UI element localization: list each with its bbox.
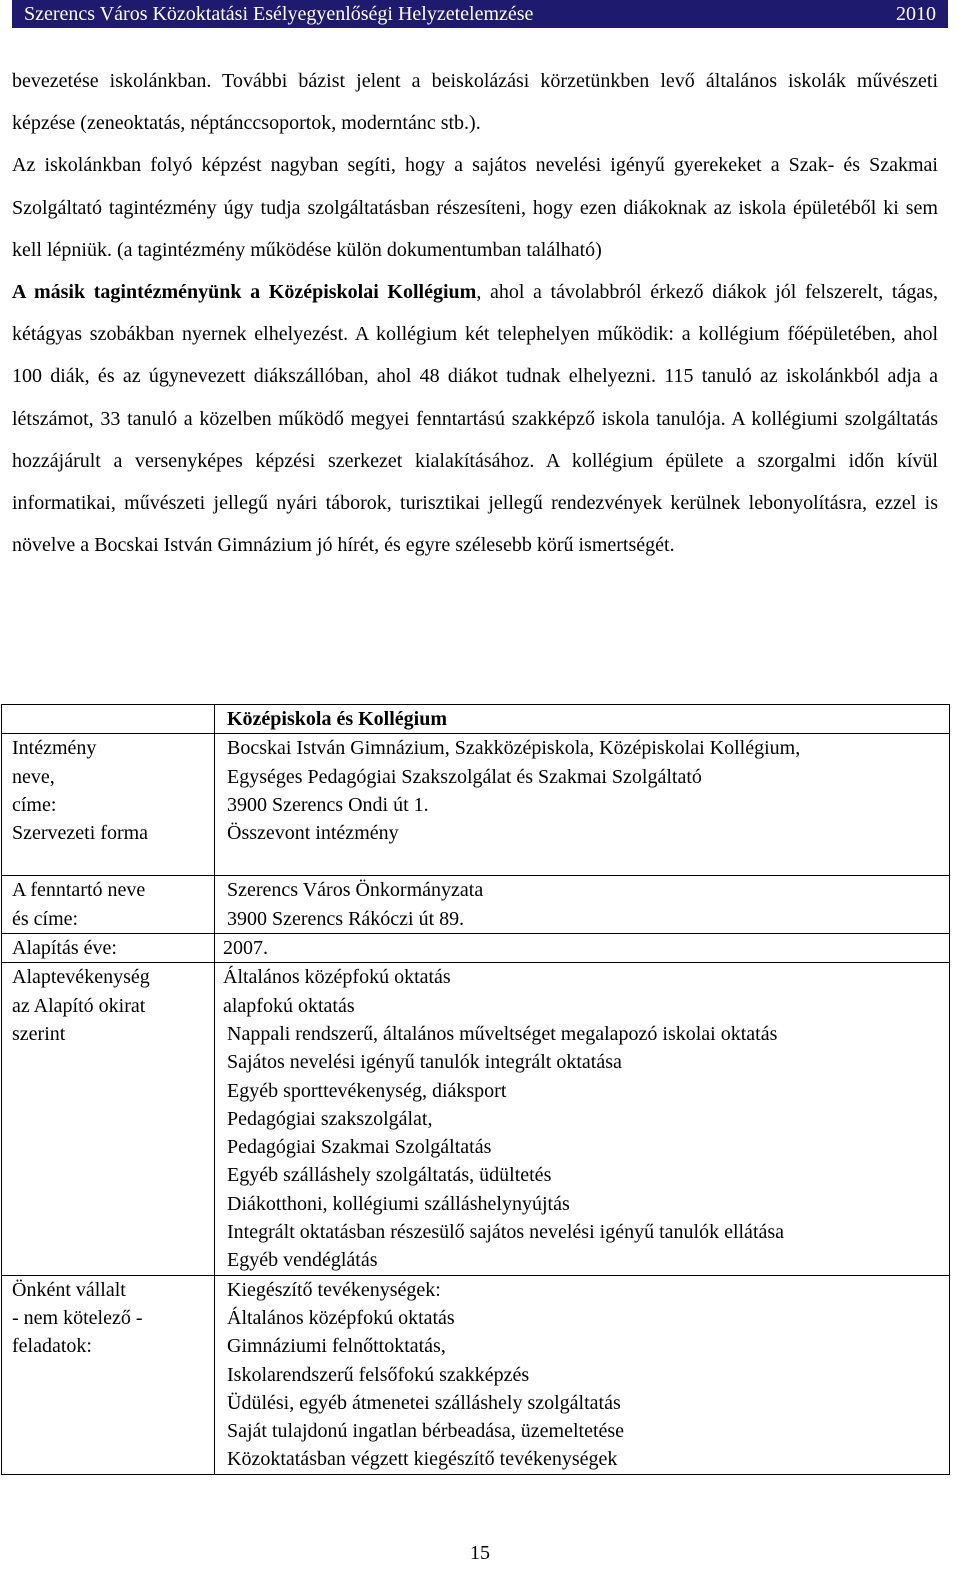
label-line: Alaptevékenység [12,966,150,989]
row-value-voluntary [215,1275,950,1474]
value-line: Egyéb vendéglátás [227,1249,378,1272]
table-row [2,876,950,934]
label-line: címe: [12,793,57,816]
value-line: Nappali rendszerű, általános műveltséget megalapozó iskolai oktatás [227,1022,778,1045]
value-line: alapfokú oktatás [223,994,355,1017]
label-line: A fenntartó neve [12,879,146,902]
dormitory-heading: A másik tagintézményünk a Középiskolai Kollégium [12,281,477,304]
header-year: 2010 [896,3,936,25]
row-label-core-activity [2,963,215,1275]
value-line: Közoktatásban végzett kiegészítő tevékenységek [227,1448,618,1471]
value-line: Egyéb szálláshely szolgáltatás, üdültetés [227,1164,552,1187]
row-label-founded: Alapítás éve: [2,934,215,963]
page-number: 15 [470,1542,490,1564]
value-line: Pedagógiai szakszolgálat, [227,1107,433,1130]
table-row [2,1275,950,1474]
table-row [2,705,950,734]
label-line: és címe: [12,907,79,930]
header-title: Szerencs Város Közoktatási Esélyegyenlőségi Helyzetelemzése [24,3,534,25]
value-line: Általános középfokú oktatás [227,1306,455,1329]
value-line: Szerencs Város Önkormányzata [227,879,484,902]
table-cell-empty [2,705,215,734]
label-line: neve, [12,765,55,788]
row-value-institution [215,734,950,876]
table-title: Középiskola és Kollégium [215,705,950,734]
value-line: 3900 Szerencs Ondi út 1. [227,793,429,816]
value-line: Kiegészítő tevékenységek: [227,1278,441,1301]
value-line: Iskolarendszerű felsőfokú szakképzés [227,1363,530,1386]
label-line: Önként vállalt [12,1278,126,1301]
label-line: szerint [12,1022,66,1045]
value-line: Üdülési, egyéb átmenetei szálláshely szolgáltatás [227,1391,621,1414]
dormitory-text: , ahol a távolabbról érkező diákok jól felszerelt, tágas, kétágyas szobákban nyernek elhelyezést. A kollégium két telephelyen működik: a kollégium főépületében, ahol 100 diák, és az úgynevezett diákszállóban, ahol 48 diákot tudnak elhelyezni. 115 tanuló az iskolánkból adja a létszámot, 33 tanuló a közelben működő megyei fenntartású szakképző iskola tanulója. A kollégiumi szolgáltatás hozzájárult a versenyképes képzési szerkezet kialakításához. A kollégium épülete a szorgalmi időn kívül informatikai, művészeti jellegű nyári táborok, turisztikai jellegű rendezvények kerülnek lebonyolításra, ezzel is növelve a Bocskai István Gimnázium jó hírét, és egyre szélesebb körű ismertségét. [12,281,938,557]
value-line: Egyéb sporttevékenység, diáksport [227,1079,507,1102]
row-label-maintainer [2,876,215,934]
value-line: Gimnáziumi felnőttoktatás, [227,1335,446,1358]
paragraph-dormitory [12,271,938,566]
org-form-value: Összevont intézmény [227,822,399,845]
institution-table [1,704,950,1475]
table-row [2,734,950,876]
label-line: feladatok: [12,1335,92,1358]
paragraph-intro: bevezetése iskolánkban. További bázist jelent a beiskolázási körzetünkben levő általános iskolák művészeti képzése (zeneoktatás, néptánccsoportok, moderntánc stb.). [12,70,938,135]
value-line: Diákotthoni, kollégiumi szálláshelynyújtás [227,1192,570,1215]
row-value-maintainer [215,876,950,934]
paragraph-special-needs: Az iskolánkban folyó képzést nagyban segíti, hogy a sajátos nevelési igényű gyerekeket a Szak- és Szakmai Szolgáltató tagintézmény úgy tudja szolgáltatásban részesíteni, hogy ezen diákoknak az iskola épületéből ki sem kell lépniük. (a tagintézmény működése külön dokumentumban található) [12,154,938,261]
body-text [12,60,938,566]
value-line: Saját tulajdonú ingatlan bérbeadása, üzemeltetése [227,1420,625,1443]
row-value-core-activity [215,963,950,1275]
value-line: Sajátos nevelési igényű tanulók integrált oktatása [227,1051,622,1074]
label-line: Intézmény [12,737,97,760]
label-line: Szervezeti forma [12,822,149,845]
value-line: Integrált oktatásban részesülő sajátos nevelési igényű tanulók ellátása [227,1221,785,1244]
value-line: Pedagógiai Szakmai Szolgáltatás [227,1136,492,1159]
table-row [2,963,950,1275]
value-line: Egységes Pedagógiai Szakszolgálat és Szakmai Szolgáltató [227,765,702,788]
label-line: az Alapító okirat [12,994,146,1017]
table-row [2,934,950,963]
value-line: Bocskai István Gimnázium, Szakközépiskola, Középiskolai Kollégium, [227,737,801,760]
row-label-institution [2,734,215,876]
label-line: - nem kötelező - [12,1306,143,1329]
running-header [12,0,948,28]
value-line: Általános középfokú oktatás [223,966,451,989]
value-line: 3900 Szerencs Rákóczi út 89. [227,907,465,930]
row-value-founded: 2007. [215,934,950,963]
row-label-voluntary [2,1275,215,1474]
